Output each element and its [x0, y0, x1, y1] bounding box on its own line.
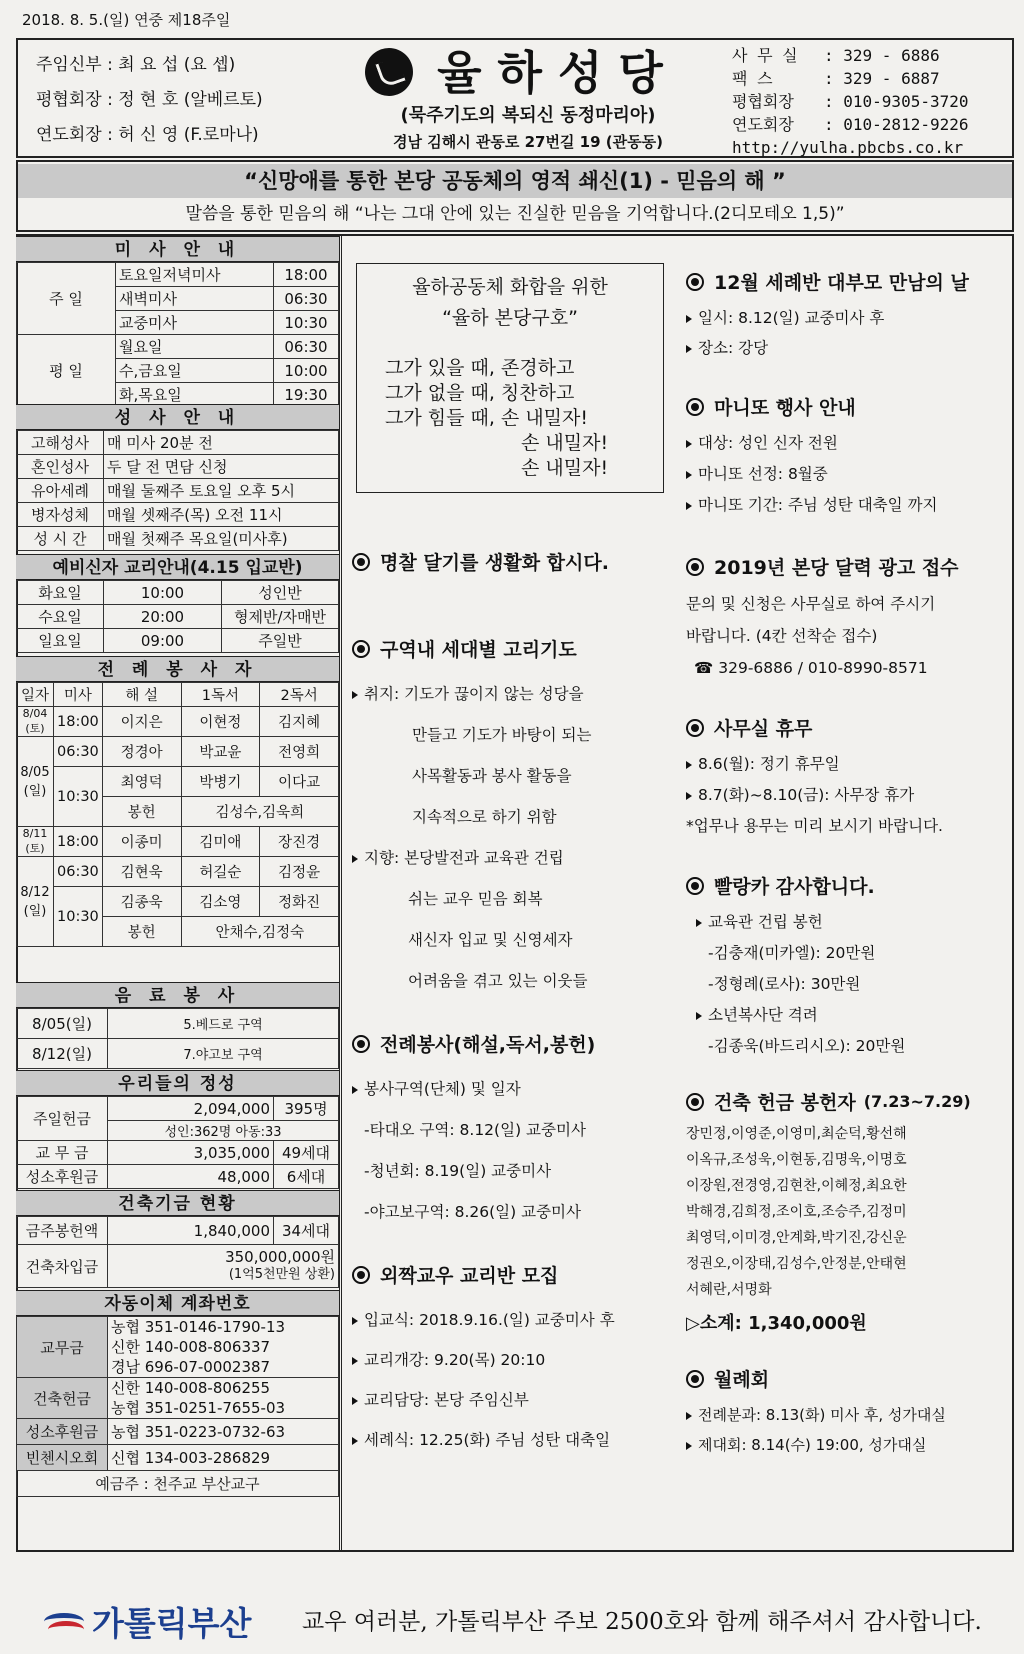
accounts-table	[16, 1316, 339, 1497]
calendar-line: 바랍니다. (4칸 선착순 접수)	[686, 627, 878, 645]
triangle-bullet-icon	[352, 691, 358, 699]
bullseye-icon	[686, 877, 704, 895]
office-title: 사무실 휴무	[714, 718, 813, 740]
church-title-block	[343, 42, 713, 156]
sacrament-desc: 매월 셋째주(목) 오전 11시	[104, 503, 339, 527]
sacrament-desc: 매월 첫째주 목요일(미사후)	[104, 527, 339, 551]
class-line: 입교식: 2018.9.16.(일) 교중미사 후	[364, 1311, 615, 1329]
liturgy-reader2: 정화진	[260, 887, 339, 917]
bullseye-icon	[686, 1370, 704, 1388]
motto-line: 손 내밀자!	[521, 432, 609, 454]
account-label: 빈첸시오회	[17, 1445, 108, 1471]
mass-name: 새벽미사	[116, 287, 274, 311]
manitto-line: 마니또 기간: 주님 성탄 대축일 까지	[698, 496, 938, 514]
service-title: 전례봉사(해설,독서,봉헌)	[380, 1034, 596, 1056]
prayer-line: 쉬는 교우 믿음 회복	[408, 890, 543, 908]
manitto-line: 마니또 선정: 8월중	[698, 465, 828, 483]
sacrament-name: 고해성사	[17, 431, 104, 455]
thanks-line: 교육관 건립 봉헌	[708, 913, 823, 931]
catechism-day: 일요일	[17, 629, 104, 653]
staff-list	[36, 48, 263, 153]
drinks-group: 5.베드로 구역	[108, 1009, 339, 1039]
motto-box	[356, 263, 664, 493]
contact-key: 연도회장	[732, 115, 794, 134]
account-number: 농협 351-0251-7655-03	[111, 1399, 286, 1417]
offering-label: 주일헌금	[17, 1097, 108, 1141]
date-line: 2018. 8. 5.(일) 연중 제18주일	[22, 11, 231, 29]
triangle-bullet-icon	[352, 1317, 358, 1325]
donor-names: 이옥규,조성욱,이현동,김명욱,이명호	[686, 1152, 907, 1168]
mass-time: 10:30	[274, 311, 339, 335]
contact-value: : 329 - 6886	[824, 46, 940, 65]
sacrament-name: 유아세례	[17, 479, 104, 503]
triangle-bullet-icon	[686, 345, 692, 353]
triangle-bullet-icon	[352, 1397, 358, 1405]
liturgy-mass: 18:00	[54, 707, 103, 737]
triangle-bullet-icon	[352, 1357, 358, 1365]
motto-line: 손 내밀자!	[521, 457, 609, 479]
nametag-title: 명찰 달기를 생활화 합시다.	[380, 552, 609, 574]
contact-key: 팩 스	[732, 69, 773, 88]
sacrament-name: 성 시 간	[17, 527, 104, 551]
liturgy-header: 2독서	[260, 683, 339, 707]
sacrament-desc: 매 미사 20분 전	[104, 431, 339, 455]
liturgy-date: 8/12 (일)	[17, 857, 54, 947]
triangle-bullet-icon	[696, 1012, 702, 1020]
meeting-line: 전례분과: 8.13(화) 미사 후, 성가대실	[698, 1406, 946, 1424]
liturgy-mass: 06:30	[54, 857, 103, 887]
liturgy-reader2: 김정윤	[260, 857, 339, 887]
donor-names: 박해경,김희정,조이호,조승주,김정미	[686, 1204, 907, 1220]
account-label: 교무금	[17, 1317, 108, 1378]
bullseye-icon	[686, 558, 704, 576]
manitto-line: 대상: 성인 신자 전원	[698, 434, 838, 452]
donor-total: ▷소계: 1,340,000원	[686, 1313, 867, 1334]
class-title: 외짝교우 교리반 모집	[380, 1265, 559, 1287]
offering-count: 395명	[274, 1097, 339, 1121]
donor-title: 건축 헌금 봉헌자	[714, 1092, 856, 1114]
donor-names: 서혜란,서명화	[686, 1282, 772, 1298]
catechism-time: 10:00	[104, 581, 222, 605]
donor-names: 최영덕,이미경,안계화,박기진,강신운	[686, 1230, 907, 1246]
meeting-heading	[686, 1365, 1006, 1392]
catechism-day: 수요일	[17, 605, 104, 629]
offering-amount: 2,094,000	[108, 1097, 274, 1121]
banner-verse: 말씀을 통한 믿음의 해 “나는 그대 안에 있는 진실한 믿음을 기억합니다.(2디모테오 1,5)”	[185, 204, 845, 224]
prayer-line: 취지: 기도가 끊이지 않는 성당을	[364, 685, 584, 703]
left-column	[16, 234, 342, 1552]
offering-breakdown: 성인:362명 아동:33	[108, 1121, 339, 1141]
building-table	[16, 1216, 339, 1288]
church-logo-icon	[365, 48, 413, 96]
account-number: 신협 134-003-286829	[108, 1445, 339, 1471]
motto-line: 그가 힘들 때, 손 내밀자!	[385, 407, 589, 429]
building-title: 건축기금 현황	[16, 1190, 339, 1216]
church-name: 율하성당	[437, 46, 679, 100]
catechism-class: 성인반	[222, 581, 339, 605]
liturgy-offertory: 안채수,김정숙	[181, 917, 338, 947]
website-link[interactable]: http://yulha.pbcbs.co.kr	[732, 138, 964, 157]
triangle-bullet-icon	[352, 855, 358, 863]
building-loan-label: 건축차입금	[17, 1245, 108, 1288]
nametag-heading	[352, 548, 672, 575]
footer-logo-text: 가톨릭부산	[92, 1604, 252, 1643]
service-heading	[352, 1030, 672, 1057]
prayer-heading	[352, 635, 672, 662]
bullseye-icon	[352, 553, 370, 571]
staff-priest: 주임신부 : 최 요 섭 (요 셉)	[36, 55, 236, 75]
mass-name: 화,목요일	[116, 383, 274, 407]
prayer-line: 사목활동과 봉사 활동을	[412, 767, 572, 785]
account-number: 농협 351-0146-1790-13	[111, 1318, 286, 1336]
middle-column	[352, 548, 672, 1460]
offering-label: 교 무 금	[17, 1141, 108, 1165]
account-number: 농협 351-0223-0732-63	[108, 1419, 339, 1445]
catechism-class: 형제반/자매반	[222, 605, 339, 629]
right-column	[686, 240, 1006, 1460]
building-loan-note: (1억5천만원 상환)	[228, 1267, 335, 1282]
liturgy-table	[16, 682, 339, 947]
building-count: 34세대	[274, 1217, 339, 1245]
liturgy-mass: 10:30	[54, 767, 103, 827]
triangle-bullet-icon	[686, 792, 692, 800]
calendar-title: 2019년 본당 달력 광고 접수	[714, 557, 959, 579]
donor-period: (7.23~7.29)	[863, 1092, 971, 1111]
class-line: 세례식: 12.25(화) 주님 성탄 대축일	[364, 1431, 611, 1449]
manitto-title: 마니또 행사 안내	[714, 397, 856, 419]
liturgy-header: 일자	[17, 683, 54, 707]
thanks-line: -김종욱(바드리시오): 20만원	[708, 1037, 906, 1055]
class-line: 교리담당: 본당 주임신부	[364, 1391, 529, 1409]
mass-name: 토요일저녁미사	[116, 263, 274, 287]
footer-message: 교우 여러분, 가톨릭부산 주보 2500호와 함께 해주셔서 감사합니다.	[302, 1609, 982, 1635]
sacrament-desc: 매월 둘째주 토요일 오후 5시	[104, 479, 339, 503]
prayer-title: 구역내 세대별 고리기도	[380, 639, 577, 661]
calendar-line: 문의 및 신청은 사무실로 하여 주시기	[686, 595, 936, 613]
service-body	[352, 1069, 672, 1233]
liturgy-reader2: 장진경	[260, 827, 339, 857]
liturgy-mass: 10:30	[54, 887, 103, 947]
prayer-line: 어려움을 겪고 있는 이웃들	[408, 972, 588, 990]
liturgy-header: 미사	[54, 683, 103, 707]
account-label: 성소후원금	[17, 1419, 108, 1445]
godparent-line: 일시: 8.12(일) 교중미사 후	[698, 309, 885, 327]
liturgy-reader2: 이다교	[260, 767, 339, 797]
liturgy-date: 8/05 (일)	[17, 737, 54, 827]
thanks-heading	[686, 872, 1006, 899]
motto-line: 그가 있을 때, 존경하고	[385, 357, 575, 379]
account-number: 경남 696-07-0002387	[111, 1358, 271, 1376]
manitto-heading	[686, 393, 1006, 420]
mass-time: 10:00	[274, 359, 339, 383]
triangle-bullet-icon	[686, 315, 692, 323]
bullseye-icon	[352, 640, 370, 658]
triangle-bullet-icon	[686, 1412, 692, 1420]
offering-count: 49세대	[274, 1141, 339, 1165]
liturgy-commentator: 이지은	[102, 707, 181, 737]
drinks-group: 7.야고보 구역	[108, 1039, 339, 1069]
account-label: 건축헌금	[17, 1378, 108, 1419]
motto-title: 율하공동체 화합을 위한	[412, 276, 608, 298]
footer-logo	[44, 1598, 251, 1645]
service-line: -타대오 구역: 8.12(일) 교중미사	[364, 1121, 586, 1139]
liturgy-header: 해 설	[102, 683, 181, 707]
class-body	[352, 1300, 672, 1460]
sacrament-name: 혼인성사	[17, 455, 104, 479]
bullseye-icon	[686, 398, 704, 416]
offering-count: 6세대	[274, 1165, 339, 1189]
mass-time: 19:30	[274, 383, 339, 407]
bullseye-icon	[352, 1035, 370, 1053]
liturgy-date: 8/04 (토)	[17, 707, 54, 737]
theme-banner	[16, 160, 1014, 232]
account-number: 신한 140-008-806337	[111, 1338, 271, 1356]
sacrament-name: 병자성체	[17, 503, 104, 527]
contact-value: : 010-9305-3720	[824, 92, 969, 111]
prayer-line: 만들고 기도가 바탕이 되는	[412, 726, 592, 744]
triangle-bullet-icon	[686, 440, 692, 448]
offering-amount: 3,035,000	[108, 1141, 274, 1165]
office-line: 8.7(화)~8.10(금): 사무장 휴가	[698, 786, 915, 804]
class-heading	[352, 1261, 672, 1288]
church-subtitle: (묵주기도의 복되신 동정마리아)	[400, 105, 656, 126]
catechism-table	[16, 580, 339, 653]
liturgy-commentator: 정경아	[102, 737, 181, 767]
mass-weekday-label: 평 일	[17, 335, 116, 407]
liturgy-commentator: 이종미	[102, 827, 181, 857]
contact-key: 사 무 실	[732, 46, 798, 65]
liturgy-reader1: 박교윤	[181, 737, 260, 767]
contact-list	[732, 44, 969, 159]
liturgy-commentator: 김종욱	[102, 887, 181, 917]
building-loan-value: 350,000,000원	[225, 1248, 335, 1266]
godparent-line: 장소: 강당	[698, 339, 769, 357]
catechism-day: 화요일	[17, 581, 104, 605]
service-line: 봉사구역(단체) 및 일자	[364, 1080, 521, 1098]
prayer-line: 지향: 본당발전과 교육관 건립	[364, 849, 564, 867]
liturgy-reader2: 김지혜	[260, 707, 339, 737]
catechism-class: 주일반	[222, 629, 339, 653]
mass-table	[16, 262, 339, 407]
drinks-date: 8/12(일)	[17, 1039, 108, 1069]
liturgy-mass: 06:30	[54, 737, 103, 767]
liturgy-date: 8/11 (토)	[17, 827, 54, 857]
office-heading	[686, 714, 1006, 741]
triangle-bullet-icon	[686, 1442, 692, 1450]
liturgy-reader1: 김미애	[181, 827, 260, 857]
liturgy-reader2: 전영희	[260, 737, 339, 767]
mass-time: 06:30	[274, 335, 339, 359]
bullseye-icon	[352, 1266, 370, 1284]
thanks-line: -김충재(미카엘): 20만원	[708, 944, 876, 962]
staff-council: 평협회장 : 정 현 호 (알베르토)	[36, 90, 263, 110]
calendar-heading	[686, 553, 1006, 580]
sacrament-title: 성 사 안 내	[16, 404, 339, 430]
liturgy-reader1: 허길순	[181, 857, 260, 887]
prayer-line: 새신자 입교 및 신영세자	[408, 931, 573, 949]
triangle-bullet-icon	[352, 1086, 358, 1094]
liturgy-offertory: 김성수,김욱희	[181, 797, 338, 827]
liturgy-offertory-label: 봉헌	[102, 917, 181, 947]
offering-table	[16, 1096, 339, 1189]
service-line: -청년회: 8.19(일) 교중미사	[364, 1162, 552, 1180]
header	[16, 38, 1014, 158]
meeting-line: 제대회: 8.14(수) 19:00, 성가대실	[698, 1436, 927, 1454]
catechism-time: 09:00	[104, 629, 222, 653]
liturgy-mass: 18:00	[54, 827, 103, 857]
donor-names: 장민정,이영준,이영미,최순덕,황선해	[686, 1126, 907, 1142]
thanks-line: -정형례(로사): 30만원	[708, 975, 861, 993]
sacrament-table	[16, 430, 339, 551]
contact-key: 평협회장	[732, 92, 794, 111]
liturgy-title: 전 례 봉 사 자	[16, 656, 339, 682]
account-number: 신한 140-008-806255	[111, 1379, 271, 1397]
liturgy-offertory-label: 봉헌	[102, 797, 181, 827]
building-amount: 1,840,000	[108, 1217, 274, 1245]
prayer-line: 지속적으로 하기 위함	[412, 808, 557, 826]
liturgy-reader1: 김소영	[181, 887, 260, 917]
donor-names: 정권오,이장태,김성수,안정분,안태현	[686, 1256, 907, 1272]
mass-time: 18:00	[274, 263, 339, 287]
mass-title: 미 사 안 내	[16, 236, 339, 262]
triangle-bullet-icon	[352, 1437, 358, 1445]
thanks-title: 빨랑카 감사합니다.	[714, 876, 875, 898]
thanks-line: 소년복사단 격려	[708, 1006, 818, 1024]
mass-time: 06:30	[274, 287, 339, 311]
catechism-title: 예비신자 교리안내(4.15 입교반)	[16, 554, 339, 580]
building-label: 금주봉헌액	[17, 1217, 108, 1245]
calendar-phone: ☎ 329-6886 / 010-8990-8571	[694, 659, 928, 677]
catechism-time: 20:00	[104, 605, 222, 629]
bullseye-icon	[686, 1093, 704, 1111]
bullseye-icon	[686, 273, 704, 291]
class-line: 교리개강: 9.20(목) 20:10	[364, 1351, 546, 1369]
bullseye-icon	[686, 719, 704, 737]
donor-heading	[686, 1088, 1006, 1115]
contact-value: : 329 - 6887	[824, 69, 940, 88]
liturgy-header: 1독서	[181, 683, 260, 707]
liturgy-commentator: 최영덕	[102, 767, 181, 797]
accounts-title: 자동이체 계좌번호	[16, 1290, 339, 1316]
liturgy-commentator: 김현욱	[102, 857, 181, 887]
triangle-bullet-icon	[696, 919, 702, 927]
office-line: *업무나 용무는 미리 보시기 바랍니다.	[686, 817, 943, 835]
church-address: 경남 김해시 관동로 27번길 19 (관동동)	[393, 133, 663, 151]
motto-subtitle: “율하 본당구호”	[442, 307, 578, 329]
contact-value: : 010-2812-9226	[824, 115, 969, 134]
sacrament-desc: 두 달 전 면담 신청	[104, 455, 339, 479]
staff-yeondo: 연도회장 : 허 신 영 (F.로마나)	[36, 125, 259, 145]
triangle-bullet-icon	[686, 502, 692, 510]
motto-line: 그가 없을 때, 칭찬하고	[385, 382, 575, 404]
offering-label: 성소후원금	[17, 1165, 108, 1189]
drinks-date: 8/05(일)	[17, 1009, 108, 1039]
banner-title: “신망애를 통한 본당 공동체의 영적 쇄신(1) - 믿음의 해 ”	[18, 164, 1012, 198]
drinks-title: 음 료 봉 사	[16, 982, 339, 1008]
drinks-table	[16, 1008, 339, 1069]
service-line: -야고보구역: 8.26(일) 교중미사	[364, 1203, 582, 1221]
mass-sunday-label: 주 일	[17, 263, 116, 335]
triangle-bullet-icon	[686, 471, 692, 479]
account-holder: 예금주 : 천주교 부산교구	[17, 1471, 339, 1497]
mass-name: 수,금요일	[116, 359, 274, 383]
mass-name: 월요일	[116, 335, 274, 359]
mass-name: 교중미사	[116, 311, 274, 335]
catholic-busan-logo-icon	[44, 1605, 88, 1639]
office-line: 8.6(월): 정기 휴무일	[698, 755, 840, 773]
godparent-heading	[686, 268, 1006, 295]
godparent-title: 12월 세례반 대부모 만남의 날	[714, 272, 969, 294]
triangle-bullet-icon	[686, 761, 692, 769]
meeting-title: 월례회	[714, 1369, 770, 1391]
offering-amount: 48,000	[108, 1165, 274, 1189]
prayer-body	[352, 674, 672, 1002]
donor-names: 이장원,전경영,김현찬,이혜정,최요한	[686, 1178, 907, 1194]
offering-title: 우리들의 정성	[16, 1070, 339, 1096]
liturgy-reader1: 박병기	[181, 767, 260, 797]
liturgy-reader1: 이현정	[181, 707, 260, 737]
